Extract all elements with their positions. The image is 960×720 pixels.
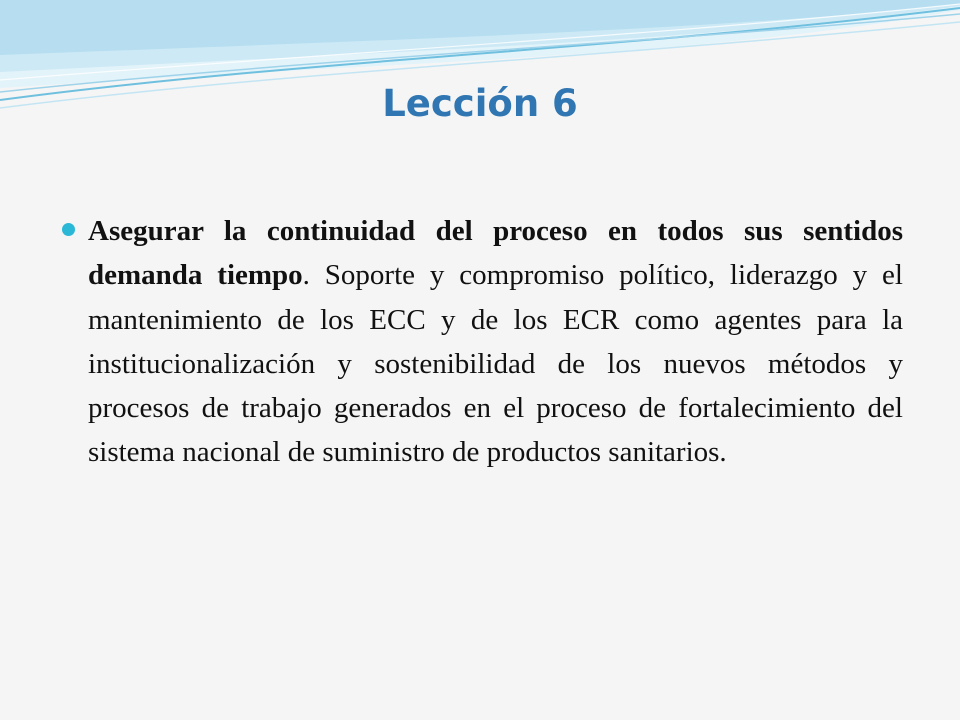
bullet-bold-text: Asegurar la continuidad del proceso en todos sus sentidos demanda tiempo <box>88 215 903 292</box>
slide-title: Lección 6 <box>382 82 578 125</box>
bullet-marker <box>62 223 75 236</box>
bullet-text <box>88 209 903 475</box>
bullet-rest-text: . Soporte y compromiso político, liderazgo y el mantenimiento de los ECC y de los ECR como agentes para la institucionalización y sostenibilidad de los nuevos métodos y procesos de trabajo generados en el proceso de fortalecimiento del sistema nacional de suministro de productos sanitarios. <box>88 259 903 469</box>
